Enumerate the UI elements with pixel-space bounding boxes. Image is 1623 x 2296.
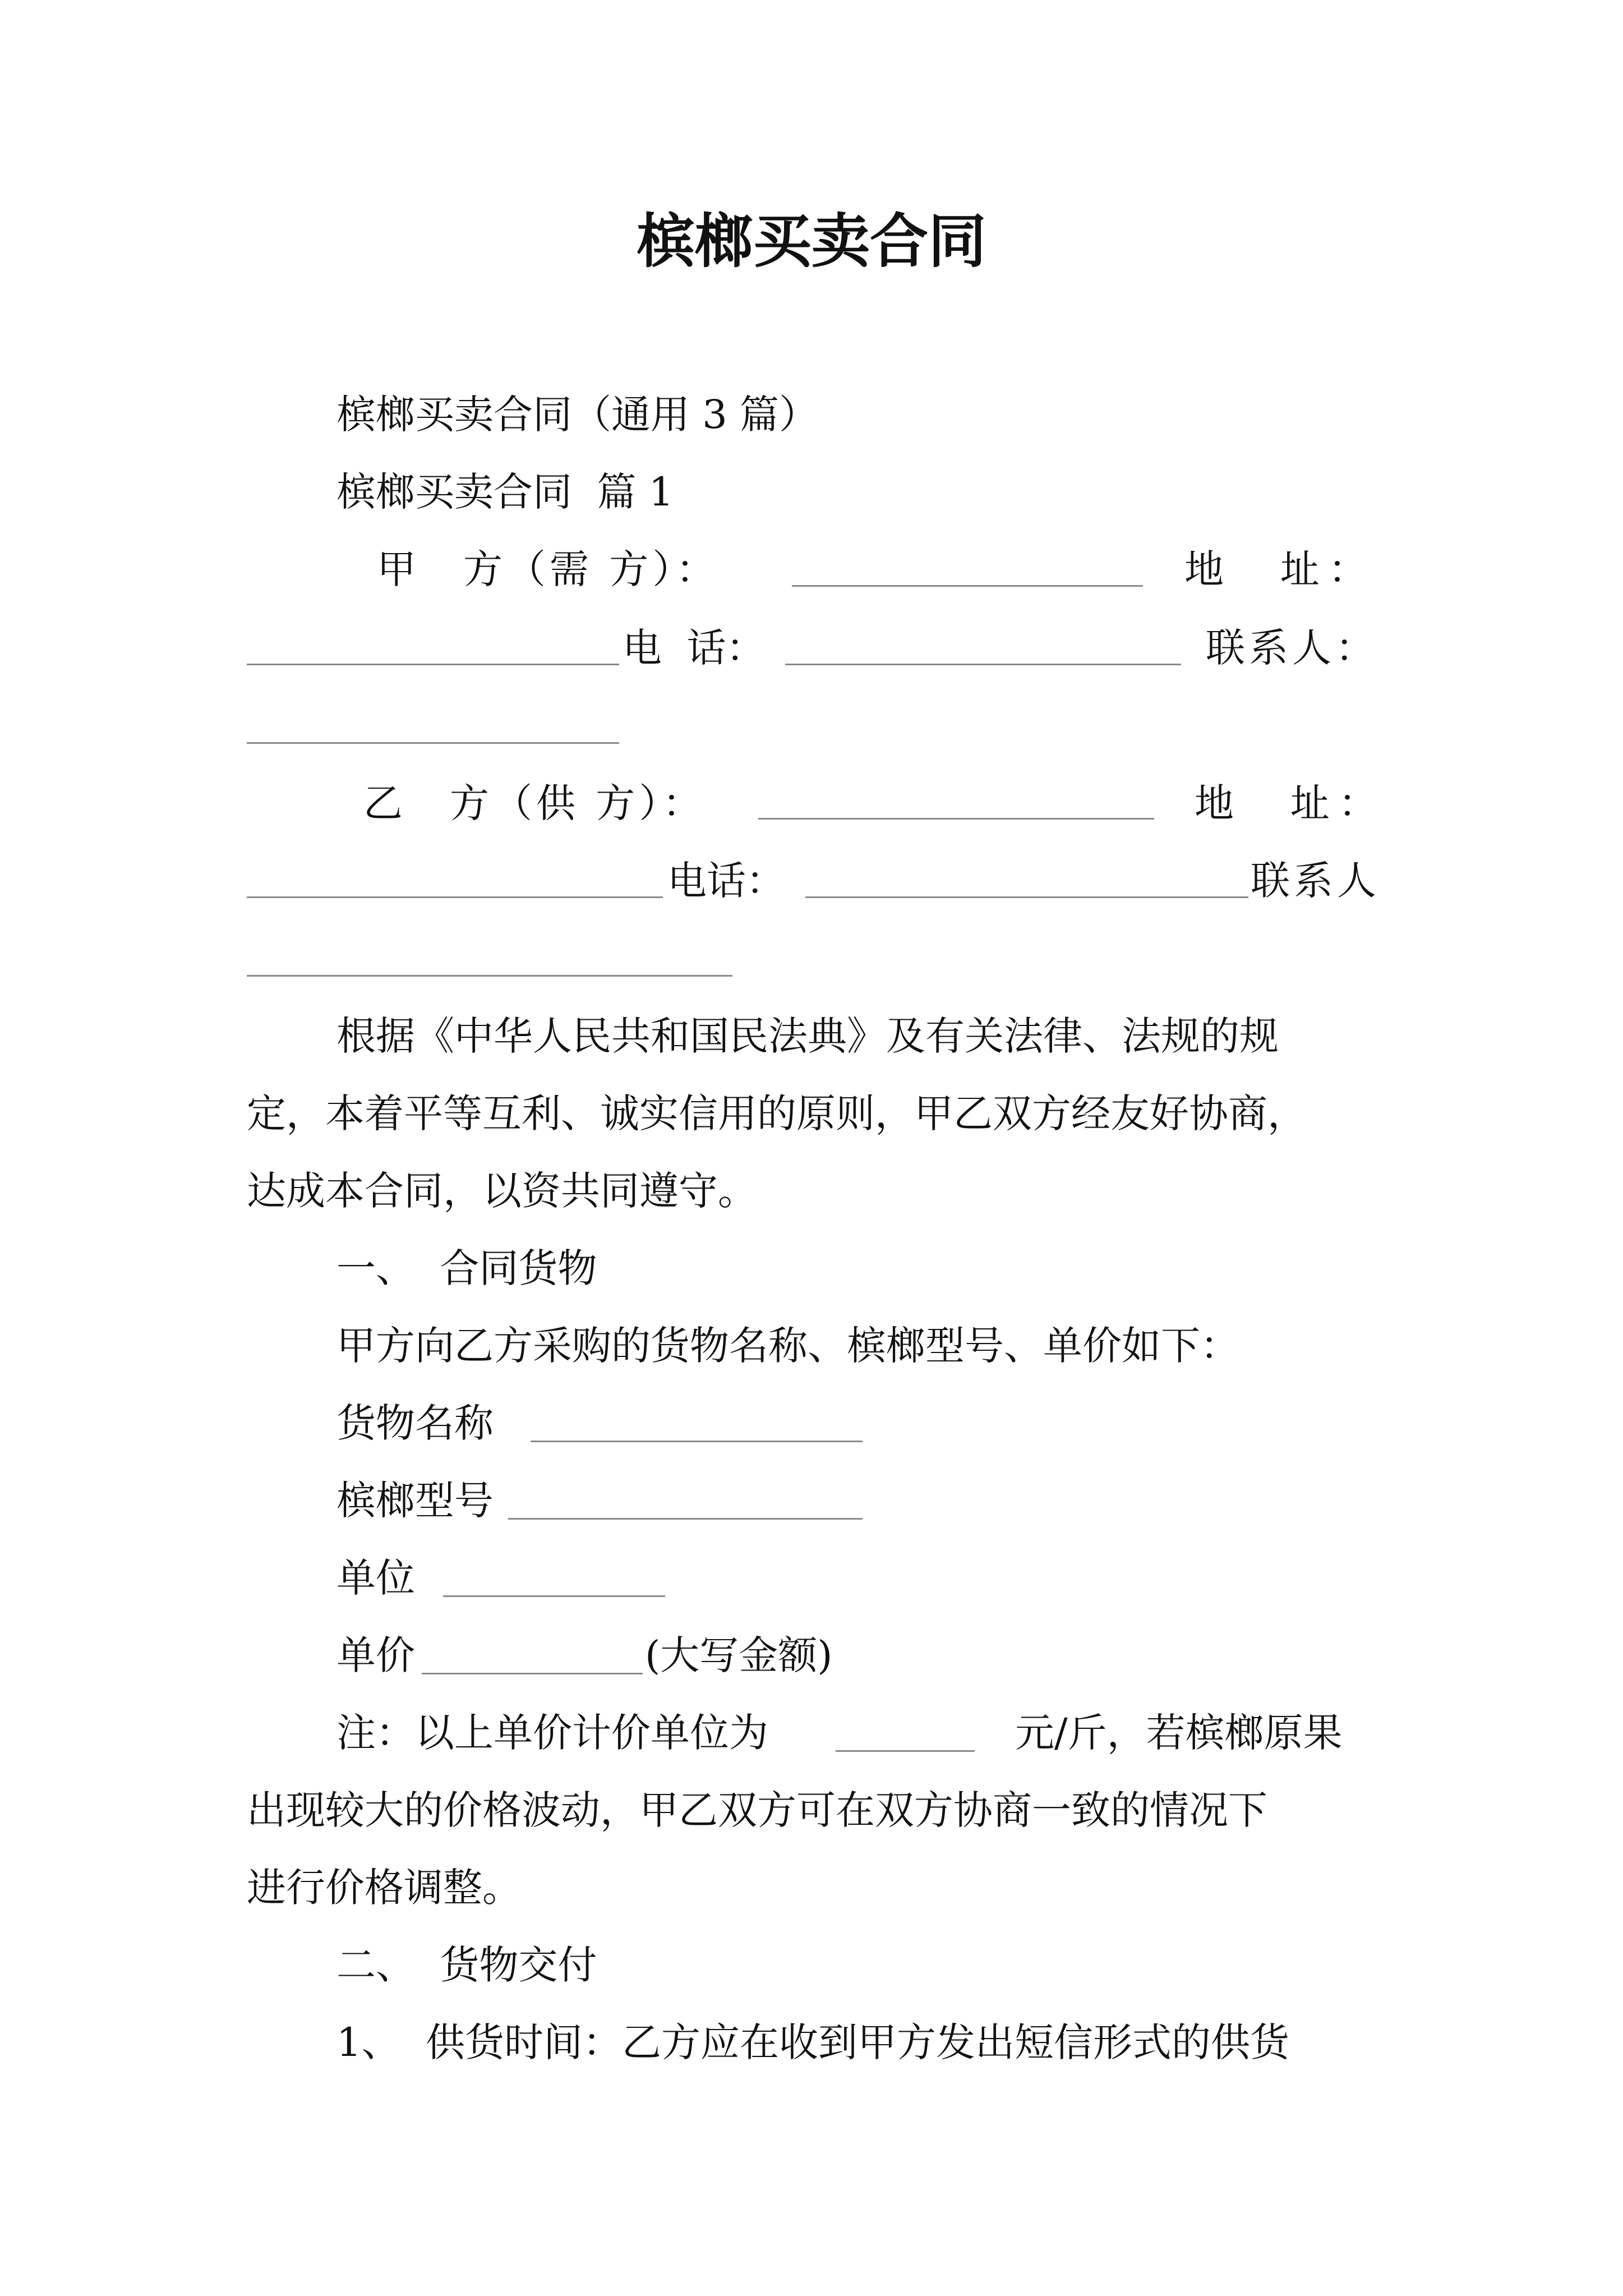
section-1-intro: 甲方向乙方采购的货物名称、槟榔型号、单价如下： <box>336 1323 1239 1369</box>
goods-name-blank <box>531 1441 863 1442</box>
party-a-address-label: 地 址： <box>1184 546 1376 592</box>
party-b-label: 乙 方（供 方）： <box>363 780 706 826</box>
party-b-phone-label: 电话： <box>667 858 785 904</box>
party-a-phone-blank <box>785 664 1181 665</box>
document-title: 槟榔买卖合同 <box>636 206 986 275</box>
preamble-line-1: 根据《中华人民共和国民法典》及有关法律、法规的规 <box>336 1013 1279 1059</box>
section-2-heading: 二、 货物交付 <box>336 1942 597 1988</box>
price-label: 单价 <box>336 1632 415 1678</box>
party-b-address-label: 地 址： <box>1195 780 1386 826</box>
party-b-address-blank <box>247 896 663 898</box>
unit-blank <box>443 1595 665 1597</box>
note-unit-blank <box>836 1750 975 1752</box>
party-a-contact-label: 联系人： <box>1206 625 1378 671</box>
document-subtitle: 槟榔买卖合同（通用 3 篇） <box>336 392 819 438</box>
party-b-contact-label: 联系人 <box>1251 858 1380 904</box>
party-a-label: 甲 方（需 方）： <box>377 546 720 592</box>
note-prefix: 注：以上单价计价单位为 <box>336 1710 768 1756</box>
section-2-item-1: 1、 供货时间：乙方应在收到甲方发出短信形式的供货 <box>336 2019 1290 2065</box>
party-a-contact-blank <box>247 742 619 744</box>
preamble-line-2: 定，本着平等互利、诚实信用的原则，甲乙双方经友好协商， <box>247 1091 1307 1137</box>
unit-label: 单位 <box>336 1555 415 1601</box>
section-1-heading: 一、 合同货物 <box>336 1245 597 1291</box>
price-suffix: (大写金额) <box>645 1632 833 1678</box>
party-b-phone-blank <box>805 896 1248 898</box>
model-blank <box>508 1518 863 1520</box>
part-heading: 槟榔买卖合同 篇 1 <box>336 469 674 515</box>
preamble-line-3: 达成本合同，以资共同遵守。 <box>247 1168 757 1214</box>
note-unit: 元/斤，若槟榔原果 <box>1015 1710 1343 1756</box>
model-label: 槟榔型号 <box>336 1478 494 1524</box>
party-a-name-blank <box>792 585 1143 587</box>
party-b-name-blank <box>758 818 1154 820</box>
goods-name-label: 货物名称 <box>336 1400 494 1446</box>
note-line-3: 进行价格调整。 <box>247 1865 522 1911</box>
party-b-contact-blank <box>247 975 732 977</box>
price-blank <box>422 1673 643 1674</box>
note-line-2: 出现较大的价格波动，甲乙双方可在双方协商一致的情况下 <box>247 1787 1267 1833</box>
party-a-phone-label: 电 话： <box>623 625 766 671</box>
party-a-address-blank <box>247 664 619 665</box>
